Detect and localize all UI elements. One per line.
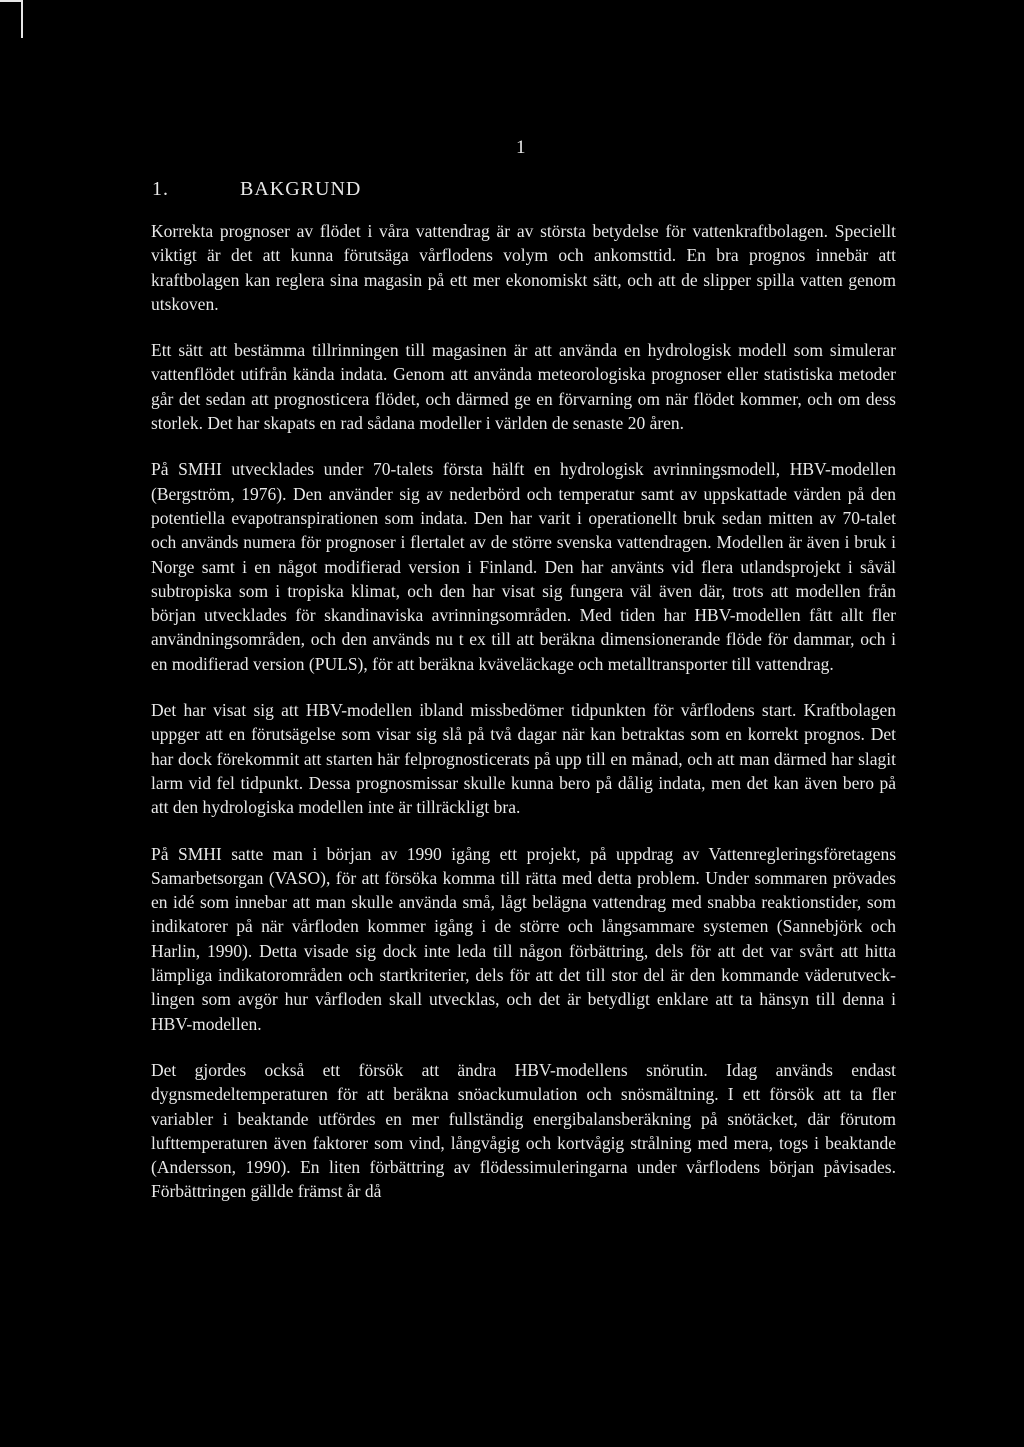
paragraph-3: På SMHI utvecklades under 70-talets första hälft en hydrologisk avrinningsmodell, HBV-modellen (Bergström, 1976). Den använder sig av nederbörd och temperatur samt av uppskattade värden på den potentiella evapotranspirationen som indata. Den har varit i operationellt bruk sedan mitten av 70-talet och används numera för prognoser i flertalet av de större svenska vattendragen. Modellen är även i bruk i Norge samt i en något modifierad version i Finland. Den har använts vid flera utlandsprojekt i såväl subtropiska som i tropiska klimat, och den har visat sig fungera väl även där, trots att modellen från början utvecklades för skandinaviska avrinningsområden. Med tiden har HBV-modellen fått allt fler användningsområden, och den används nu t ex till att beräkna dimensionerande flöde för dammar, och i en modifierad version (PULS), för att beräkna kväveläckage och metalltransporter till vattendrag. [151,459,896,674]
paragraph-2: Ett sätt att bestämma tillrinningen till magasinen är att använda en hydrologisk modell som simulerar vattenflödet utifrån kända indata. Genom att använda meteorologiska prognoser eller statistiska metoder går det sedan att prognosticera flödet, och därmed ge en förvarning om när flödet kommer, och om dess storlek. Det har skapats en rad sådana modeller i världen de senaste 20 åren. [151,340,896,434]
page-number: 1 [516,137,526,158]
scan-corner-mark [0,0,23,38]
section-title: BAKGRUND [240,178,362,200]
section-heading [152,176,361,202]
paragraph-4: Det har visat sig att HBV-modellen ibland missbedömer tidpunkten för vårflodens start. Kraftbolagen uppger att en förutsägelse som visar sig slå på två dagar när kan betraktas som en korrekt prognos. Det har dock förekommit att starten här felprognosticerats på upp till en månad, och att man därmed har slagit larm vid fel tidpunkt. Dessa prognosmissar skulle kunna bero på dålig indata, men det kan även bero på att den hydrologiska modellen inte är tillräckligt bra. [151,700,896,818]
body-text [151,219,896,1226]
paragraph-6: Det gjordes också ett försök att ändra HBV-modellens snörutin. Idag används endast dygnsmedeltemperaturen för att beräkna snöackumulation och snösmältning. I ett försök att ta fler variabler i beaktande utfördes en mer fullständig energibalansberäkning på snötäcket, där förutom lufttemperaturen även faktorer som vind, långvågig och kortvågig strålning med mera, togs i beaktande (Andersson, 1990). En liten förbättring av flödessimuleringarna under vårflodens början påvisades. Förbättringen gällde främst år då [151,1059,896,1202]
paragraph-1: Korrekta prognoser av flödet i våra vattendrag är av största betydelse för vattenkraftbolagen. Speciellt viktigt är det att kunna förutsäga vårflodens volym och ankomsttid. En bra prognos innebär att kraftbolagen kan reglera sina magasin på ett mer ekonomiskt sätt, och att de slipper spilla vatten genom utskoven. [151,221,896,314]
paragraph-5: På SMHI satte man i början av 1990 igång ett projekt, på uppdrag av Vattenregleringsföretagens Samarbetsorgan (VASO), för att försöka komma till rätta med detta problem. Under sommaren prövades en idé som innebar att man skulle använda små, lågt belägna vattendrag med snabba reaktionstider, som indikatorer på när vårfloden kommer igång i de större och långsammare systemen (Sannebjörk och Harlin, 1990). Detta visade sig dock inte leda till någon förbättring, dels för att det var svårt att hitta lämpliga indikatorområden och startkriterier, dels för att det till stor del är den kommande väderutvecklingen som avgör hur vårfloden skall utvecklas, och det är betydligt enklare att ta hänsyn till denna i HBV-modellen. [151,843,896,1034]
section-number: 1. [152,178,169,200]
